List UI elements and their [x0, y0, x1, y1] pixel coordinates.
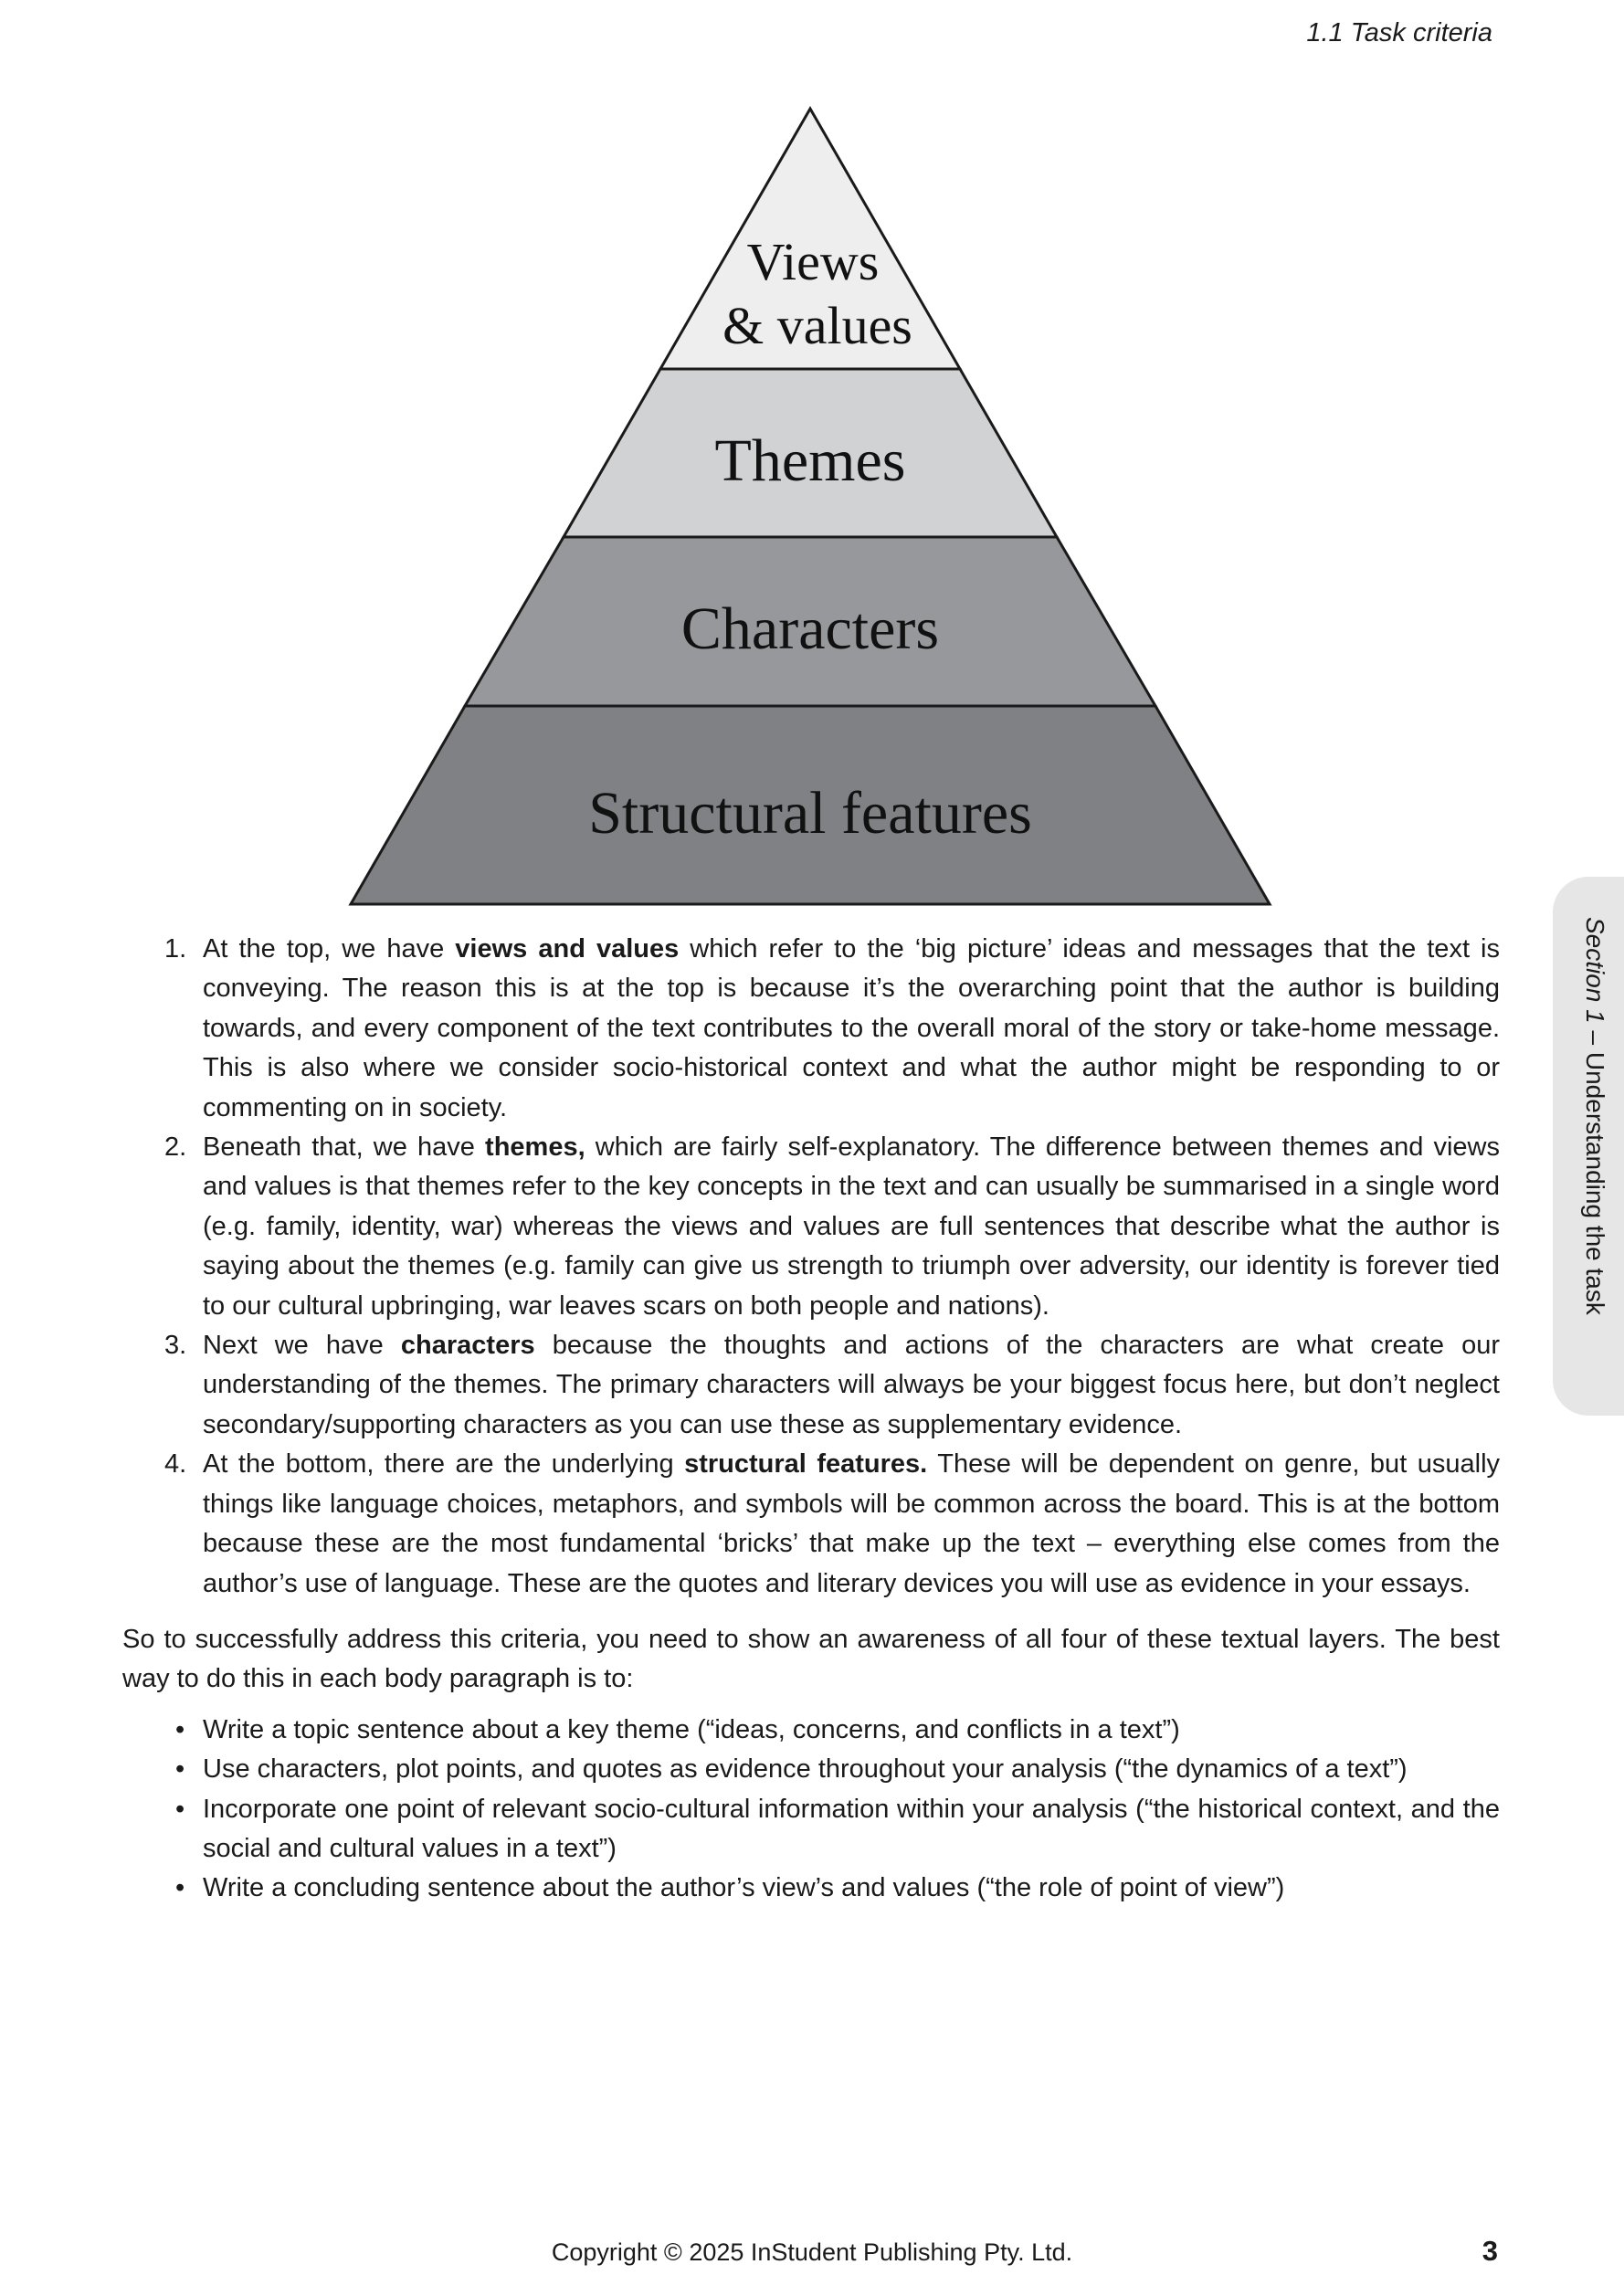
bullet-item	[122, 1869, 1500, 1908]
list-item-text: At the top, we have	[203, 934, 456, 964]
bullet-glyph: •	[175, 1794, 185, 1824]
bullet-glyph: •	[175, 1754, 185, 1785]
pyramid-label-views: Views	[746, 232, 880, 291]
bullet-item	[122, 1750, 1500, 1789]
bullet-item	[122, 1790, 1500, 1869]
pyramid-label-structural-features: Structural features	[588, 780, 1032, 847]
list-item-number: 1.	[164, 934, 187, 964]
layers-list	[122, 930, 1500, 1604]
running-head: 1.1 Task criteria	[1306, 18, 1492, 47]
bullet-item	[122, 1711, 1500, 1750]
bullet-text: Use characters, plot points, and quotes as evidence throughout your analysis (“the dynamics of a text”)	[203, 1754, 1408, 1785]
list-item-keyword: characters	[400, 1331, 535, 1361]
list-item-text: because the thoughts and actions of the characters are what create our understanding of the themes. The primary characters will always be your biggest focus here, but don’t neglect secondary/supporting characters as you can use these as supplementary evidence.	[203, 1331, 1500, 1439]
list-item-keyword: themes,	[485, 1132, 585, 1163]
bullet-text: Write a concluding sentence about the author’s view’s and values (“the role of point of view”)	[203, 1873, 1285, 1903]
bullet-glyph: •	[175, 1873, 185, 1903]
list-item-keyword: structural features.	[684, 1449, 928, 1480]
side-tab-title: Understanding the task	[1581, 1051, 1609, 1315]
side-tab-separator: –	[1581, 1023, 1609, 1052]
list-item-text: which are fairly self-explanatory. The difference between themes and views and values is that themes refer to the key concepts in the text and can usually be summarised in a single word (e.g. family, identity, war) whereas the views and values are full sentences that describe what the author is saying about the themes (e.g. family can give us strength to triumph over adversity, our identity is forever tied to our cultural upbringing, war leaves scars on both people and nations).	[203, 1132, 1501, 1321]
tips-list	[122, 1711, 1500, 1909]
list-item-text: These will be dependent on genre, but usually things like language choices, metaphors, and symbols will be common across the board. This is at the bottom because these are the most fundamental ‘bricks’ that make up the text – everything else comes from the author’s use of language. These are the quotes and literary devices you will use as evidence in your essays.	[203, 1449, 1501, 1598]
list-item	[122, 1326, 1500, 1445]
body-content	[122, 930, 1500, 1909]
list-item-text: Beneath that, we have	[203, 1132, 486, 1163]
bullet-glyph: •	[175, 1714, 185, 1744]
list-item-text: At the bottom, there are the underlying	[203, 1449, 685, 1480]
pyramid-label-themes: Themes	[714, 427, 906, 494]
list-item-text: Next we have	[203, 1331, 401, 1361]
bullet-text: Incorporate one point of relevant socio-cultural information within your analysis (“the historical context, and the social and cultural values in a text”)	[203, 1794, 1500, 1863]
pyramid-label-values: & values	[722, 296, 912, 355]
list-item-number: 3.	[164, 1331, 187, 1361]
page-number: 3	[1482, 2235, 1498, 2267]
list-item	[122, 1445, 1500, 1604]
section-side-tab-label	[1564, 917, 1609, 1392]
side-tab-section: Section 1	[1581, 917, 1609, 1024]
list-item-keyword: views and values	[455, 934, 680, 964]
list-item	[122, 1128, 1500, 1326]
pyramid-diagram	[0, 0, 1624, 913]
list-item-number: 4.	[164, 1449, 187, 1480]
list-item-text: which refer to the ‘big picture’ ideas and messages that the text is conveying. The reason this is at the top is because it’s the overarching point that the author is building towards, and every component of the text contributes to the overall moral of the story or take-home message. This is also where we consider socio-historical context and what the author might be responding to or commenting on in society.	[203, 934, 1500, 1122]
list-item-number: 2.	[164, 1132, 187, 1163]
copyright-footer: Copyright © 2025 InStudent Publishing Pty. Ltd.	[551, 2238, 1073, 2266]
pyramid-label-characters: Characters	[680, 595, 940, 662]
list-item	[122, 930, 1500, 1128]
bullet-text: Write a topic sentence about a key theme (“ideas, concerns, and conflicts in a text”)	[203, 1714, 1180, 1744]
summary-paragraph: So to successfully address this criteria, you need to show an awareness of all four of these textual layers. The best way to do this in each body paragraph is to:	[122, 1624, 1500, 1694]
